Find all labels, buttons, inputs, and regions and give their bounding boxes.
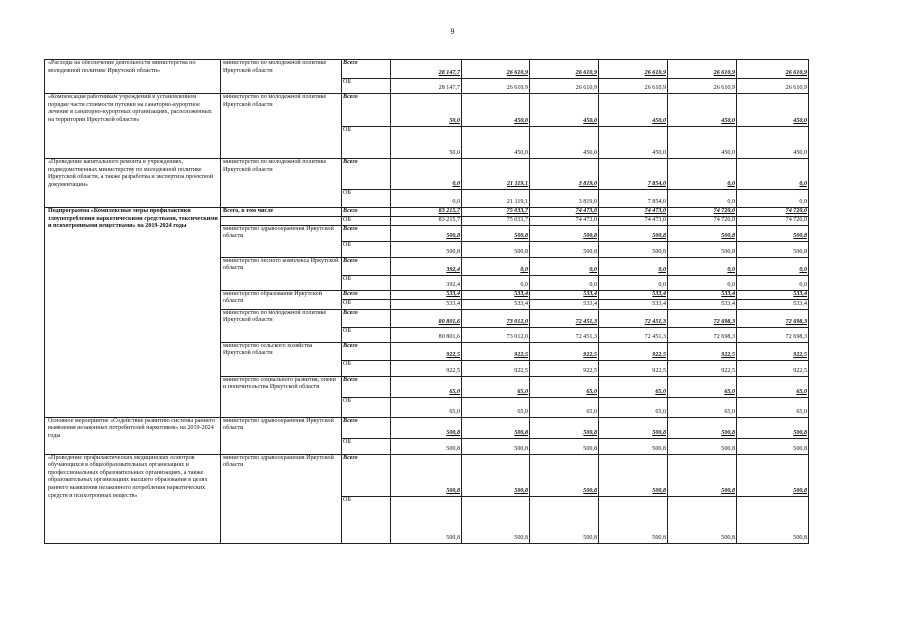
value-total: 83 215,7: [391, 208, 462, 217]
value-total: 80 801,6: [391, 309, 462, 327]
value-ob: 533,4: [391, 299, 462, 309]
value-ob: 450,0: [737, 127, 809, 159]
value-ob: 74 720,0: [737, 216, 809, 225]
row-name: Подпрограмма «Комплексные меры профилактики злоупотребления наркотическими средствами, токсическими и психотропными веществами» на 2019-2024 годы: [45, 208, 221, 418]
value-total: 450,0: [668, 94, 737, 127]
value-ob: 533,4: [737, 299, 809, 309]
value-total: 450,0: [737, 94, 809, 127]
value-total: 500,8: [391, 417, 462, 438]
value-total: 0,0: [599, 257, 668, 275]
value-ob: 72 698,3: [737, 327, 809, 342]
value-total: 500,8: [391, 225, 462, 241]
value-ob: 500,8: [530, 438, 599, 454]
value-ob: 75 033,7: [462, 216, 530, 225]
value-ob: 0,0: [599, 275, 668, 290]
value-total: 72 451,3: [599, 309, 668, 327]
value-total: 922,5: [599, 342, 668, 360]
table-row: [45, 208, 809, 217]
value-ob: 922,5: [462, 360, 530, 376]
page-number: 9: [450, 27, 455, 36]
value-total: 28 147,7: [391, 60, 462, 79]
executor-cell: министерство лесного комплекса Иркутской области: [221, 257, 342, 290]
executor-cell: министерство социального развития, опеки и попечительства Иркутской области: [221, 376, 342, 417]
value-ob: 7 854,0: [599, 190, 668, 208]
value-ob: 65,0: [530, 397, 599, 417]
value-total: 533,4: [599, 290, 668, 299]
row-name: «Расходы на обеспечение деятельности министерства по молодежной политике Иркутской области»: [45, 60, 221, 94]
value-total: 74 720,0: [668, 208, 737, 217]
value-ob: 533,4: [599, 299, 668, 309]
value-total: 500,8: [462, 417, 530, 438]
value-ob: 450,0: [599, 127, 668, 159]
value-total: 500,8: [462, 454, 530, 496]
value-ob: 65,0: [668, 397, 737, 417]
value-total: 3 819,0: [530, 159, 599, 190]
value-ob: 0,0: [530, 275, 599, 290]
value-ob: 450,0: [668, 127, 737, 159]
value-total: 72 698,3: [737, 309, 809, 327]
value-ob: 0,0: [737, 190, 809, 208]
source-label: Всего: [342, 376, 391, 397]
value-total: 500,8: [668, 454, 737, 496]
value-ob: 0,0: [462, 275, 530, 290]
value-ob: 0,0: [668, 275, 737, 290]
row-name: «Компенсация работникам учреждений в установленном порядке части стоимости путевки на санаторно-курортное лечение в санаторно-курортных организациях, расположенных на территории Иркутской области»: [45, 94, 221, 159]
value-ob: 80 801,6: [391, 327, 462, 342]
value-total: 65,0: [668, 376, 737, 397]
value-ob: 26 610,9: [462, 79, 530, 94]
value-ob: 26 610,9: [737, 79, 809, 94]
executor-cell: министерство по молодежной политике Иркутской области: [221, 60, 342, 94]
value-total: 0,0: [462, 257, 530, 275]
value-ob: 500,8: [462, 496, 530, 543]
value-ob: 83 215,7: [391, 216, 462, 225]
source-label: ОБ: [342, 275, 391, 290]
value-ob: 28 147,7: [391, 79, 462, 94]
value-total: 0,0: [668, 257, 737, 275]
value-ob: 3 819,0: [530, 190, 599, 208]
source-label: ОБ: [342, 127, 391, 159]
value-total: 72 698,3: [668, 309, 737, 327]
value-total: 500,8: [599, 454, 668, 496]
value-total: 922,5: [530, 342, 599, 360]
table-row: [45, 417, 809, 438]
value-total: 500,8: [462, 225, 530, 241]
value-ob: 0,0: [737, 275, 809, 290]
executor-cell: министерство по молодежной политике Иркутской области: [221, 159, 342, 208]
value-ob: 392,4: [391, 275, 462, 290]
table-row: [45, 60, 809, 79]
executor-cell: министерство здравоохранения Иркутской области: [221, 417, 342, 454]
value-ob: 533,4: [668, 299, 737, 309]
value-ob: 450,0: [530, 127, 599, 159]
value-total: 450,0: [462, 94, 530, 127]
source-label: Всего: [342, 225, 391, 241]
value-total: 0,0: [530, 257, 599, 275]
value-ob: 65,0: [462, 397, 530, 417]
value-ob: 500,8: [737, 438, 809, 454]
value-total: 500,8: [530, 225, 599, 241]
value-total: 74 473,0: [599, 208, 668, 217]
value-ob: 50,0: [391, 127, 462, 159]
source-label: Всего: [342, 208, 391, 217]
value-ob: 74 473,0: [599, 216, 668, 225]
value-total: 922,5: [737, 342, 809, 360]
executor-cell: [221, 216, 342, 225]
source-label: Всего: [342, 309, 391, 327]
source-label: ОБ: [342, 79, 391, 94]
value-total: 74 720,0: [737, 208, 809, 217]
value-ob: 500,8: [737, 241, 809, 257]
value-ob: 533,4: [530, 299, 599, 309]
value-total: 0,0: [737, 159, 809, 190]
value-total: 75 033,7: [462, 208, 530, 217]
source-label: Всего: [342, 60, 391, 79]
value-total: 26 610,9: [668, 60, 737, 79]
source-label: Всего: [342, 159, 391, 190]
source-label: ОБ: [342, 438, 391, 454]
value-total: 500,8: [391, 454, 462, 496]
value-ob: 922,5: [737, 360, 809, 376]
row-name: «Проведение профилактических медицинских осмотров обучающихся в общеобразовательных организациях и профессиональных образовательных организациях, а также образовательных организациях высшего образования в целях раннего выявления незаконного потребления наркотических средств и психотропных веществ»: [45, 454, 221, 543]
source-label: Всего: [342, 454, 391, 496]
value-total: 50,0: [391, 94, 462, 127]
source-label: Всего: [342, 342, 391, 360]
source-label: Всего: [342, 417, 391, 438]
value-total: 533,4: [462, 290, 530, 299]
value-total: 500,8: [530, 417, 599, 438]
value-total: 65,0: [599, 376, 668, 397]
row-name: Основное мероприятие «Содействие развитию системы раннего выявления незаконных потребителей наркотиков» на 2019-2024 годы: [45, 417, 221, 454]
value-ob: 0,0: [668, 190, 737, 208]
source-label: Всего: [342, 290, 391, 299]
value-ob: 500,8: [462, 241, 530, 257]
executor-cell: Всего, в том числе: [221, 208, 342, 217]
value-total: 0,0: [737, 257, 809, 275]
value-ob: 500,8: [668, 438, 737, 454]
value-total: 0,0: [391, 159, 462, 190]
value-ob: 26 610,9: [668, 79, 737, 94]
value-total: 500,8: [737, 417, 809, 438]
value-ob: 72 451,3: [599, 327, 668, 342]
value-ob: 500,8: [599, 438, 668, 454]
value-ob: 26 610,9: [530, 79, 599, 94]
value-ob: 65,0: [599, 397, 668, 417]
table-row: [45, 94, 809, 127]
value-total: 450,0: [599, 94, 668, 127]
value-ob: 922,5: [530, 360, 599, 376]
value-ob: 72 451,3: [530, 327, 599, 342]
value-total: 533,4: [737, 290, 809, 299]
value-total: 392,4: [391, 257, 462, 275]
executor-cell: министерство по молодежной политике Иркутской области: [221, 94, 342, 159]
value-ob: 500,8: [530, 496, 599, 543]
value-total: 922,5: [668, 342, 737, 360]
row-name: «Проведение капитального ремонта в учреждениях, подведомственных министерству по молодежной политике Иркутской области, а также разработка и экспертиза проектной документации»: [45, 159, 221, 208]
value-total: 533,4: [391, 290, 462, 299]
executor-cell: министерство сельского хозяйства Иркутской области: [221, 342, 342, 376]
value-total: 450,0: [530, 94, 599, 127]
executor-cell: министерство по молодежной политике Иркутской области: [221, 309, 342, 342]
executor-cell: министерство здравоохранения Иркутской области: [221, 225, 342, 257]
value-ob: 26 610,9: [599, 79, 668, 94]
source-label: ОБ: [342, 360, 391, 376]
value-ob: 922,5: [391, 360, 462, 376]
table-row: [45, 159, 809, 190]
value-total: 65,0: [391, 376, 462, 397]
executor-cell: министерство образования Иркутской области: [221, 290, 342, 309]
value-ob: 500,8: [391, 241, 462, 257]
value-total: 26 610,9: [530, 60, 599, 79]
value-total: 65,0: [462, 376, 530, 397]
source-label: Всего: [342, 257, 391, 275]
value-ob: 500,8: [599, 496, 668, 543]
value-total: 500,8: [599, 417, 668, 438]
value-ob: 922,5: [668, 360, 737, 376]
value-total: 533,4: [530, 290, 599, 299]
table-row: [45, 454, 809, 496]
source-label: ОБ: [342, 299, 391, 309]
value-total: 73 012,0: [462, 309, 530, 327]
value-total: 922,5: [462, 342, 530, 360]
value-total: 500,8: [668, 417, 737, 438]
value-ob: 500,8: [391, 438, 462, 454]
value-total: 500,8: [737, 454, 809, 496]
executor-cell: министерство здравоохранения Иркутской области: [221, 454, 342, 543]
value-ob: 500,8: [530, 241, 599, 257]
value-ob: 922,5: [599, 360, 668, 376]
source-label: ОБ: [342, 241, 391, 257]
value-total: 0,0: [668, 159, 737, 190]
value-ob: 533,4: [462, 299, 530, 309]
value-ob: 500,8: [668, 496, 737, 543]
value-total: 500,8: [737, 225, 809, 241]
source-label: Всего: [342, 94, 391, 127]
value-ob: 450,0: [462, 127, 530, 159]
source-label: ОБ: [342, 397, 391, 417]
value-total: 26 610,9: [737, 60, 809, 79]
value-ob: 500,8: [668, 241, 737, 257]
source-label: ОБ: [342, 190, 391, 208]
value-ob: 0,0: [391, 190, 462, 208]
budget-table: [44, 59, 809, 544]
source-label: ОБ: [342, 327, 391, 342]
value-ob: 65,0: [737, 397, 809, 417]
value-total: 922,5: [391, 342, 462, 360]
value-total: 26 610,9: [462, 60, 530, 79]
value-total: 65,0: [530, 376, 599, 397]
value-total: 500,8: [530, 454, 599, 496]
value-total: 500,8: [599, 225, 668, 241]
value-ob: 500,8: [599, 241, 668, 257]
source-label: ОБ: [342, 496, 391, 543]
value-total: 533,4: [668, 290, 737, 299]
value-total: 26 610,9: [599, 60, 668, 79]
value-ob: 74 720,0: [668, 216, 737, 225]
value-ob: 500,8: [737, 496, 809, 543]
value-ob: 21 119,1: [462, 190, 530, 208]
value-ob: 65,0: [391, 397, 462, 417]
value-total: 74 473,0: [530, 208, 599, 217]
value-total: 7 854,0: [599, 159, 668, 190]
source-label: ОБ: [342, 216, 391, 225]
value-total: 500,8: [668, 225, 737, 241]
value-ob: 72 698,3: [668, 327, 737, 342]
value-total: 21 119,1: [462, 159, 530, 190]
value-ob: 73 012,0: [462, 327, 530, 342]
value-ob: 500,8: [391, 496, 462, 543]
value-total: 65,0: [737, 376, 809, 397]
value-ob: 500,8: [462, 438, 530, 454]
value-total: 72 451,3: [530, 309, 599, 327]
value-ob: 74 473,0: [530, 216, 599, 225]
